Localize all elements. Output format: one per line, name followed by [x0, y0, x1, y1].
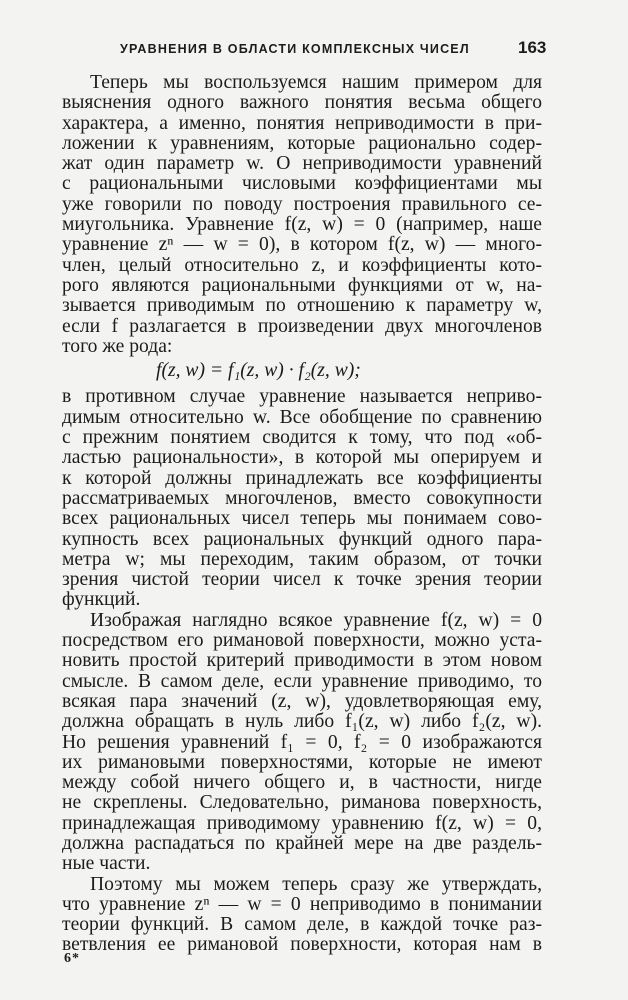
body-text — [62, 73, 542, 956]
page-header — [0, 36, 628, 66]
formula: f(z, w) = f₁(z, w) · f₂(z, w); — [156, 360, 361, 382]
text-line: Изображая наглядно всякое уравнение f(z, w) = 0 — [90, 609, 542, 631]
text-line: новить простой критерий приводимости в этом новом — [62, 650, 542, 672]
text-line: должна обращать в нуль либо f₁(z, w) либо f₂(z, w). — [62, 711, 542, 733]
text-line: уравнение zⁿ — w = 0), в котором f(z, w) — много- — [62, 234, 542, 256]
text-line: их римановыми поверхностями, которые не имеют — [62, 751, 542, 773]
text-line: Но решения уравнений f₁ = 0, f₂ = 0 изображаются — [62, 731, 542, 753]
text-line: уже говорили по поводу построения правильного се- — [62, 193, 542, 215]
text-line: Теперь мы воспользуемся нашим примером для — [90, 72, 542, 93]
text-line: в противном случае уравнение называется неприво- — [62, 386, 542, 408]
printer-signature: 6* — [64, 951, 80, 966]
text-line: между собой ничего общего и, в частности, нигде — [62, 772, 542, 794]
text-line: характера, а именно, понятия неприводимости в при- — [62, 112, 542, 134]
text-line: должна распадаться по крайней мере на две раздель- — [62, 832, 542, 854]
text-line: купность всех рациональных функций одного пара- — [62, 528, 542, 550]
text-line: ложении к уравнениям, которые рационально содер- — [62, 132, 542, 154]
text-line: димым относительно w. Все обобщение по сравнению — [62, 406, 542, 428]
text-line: функций. — [62, 589, 141, 611]
text-line: метра w; мы переходим, таким образом, от точки — [62, 548, 542, 570]
text-line: не скреплены. Следовательно, риманова поверхность, — [62, 792, 542, 814]
text-line: миугольника. Уравнение f(z, w) = 0 (например, наше — [62, 214, 542, 236]
text-line: посредством его римановой поверхности, можно уста- — [62, 630, 542, 652]
text-line: всякая пара значений (z, w), удовлетворяющая ему, — [62, 690, 542, 712]
text-line: ные части. — [62, 853, 151, 875]
text-line: жат один параметр w. О неприводимости уравнений — [62, 153, 542, 175]
text-line: с рациональными числовыми коэффициентами мы — [62, 173, 542, 195]
text-line: рого являются рациональными функциями от w, на- — [62, 274, 542, 296]
text-line: выяснения одного важного понятия весьма общего — [62, 92, 542, 114]
text-line: принадлежащая приводимому уравнению f(z, w) = 0, — [62, 812, 542, 834]
text-line: ластью рациональности», в которой мы оперируем и — [62, 447, 542, 469]
text-line: рассматриваемых многочленов, вместо совокупности — [62, 487, 542, 509]
text-line: член, целый относительно z, и коэффициенты кото- — [62, 254, 542, 276]
text-line: к которой должны принадлежать все коэффициенты — [62, 467, 542, 489]
text-line: зывается приводимым по отношению к параметру w, — [62, 295, 542, 317]
text-line: ветвления ее римановой поверхности, которая нам в — [62, 934, 542, 956]
text-line: если f разлагается в произведении двух многочленов — [62, 315, 542, 337]
text-line: всех рациональных чисел теперь мы понимаем сово- — [62, 508, 542, 530]
text-line: теории функций. В самом деле, в каждой точке раз- — [62, 914, 542, 936]
page-number: 163 — [518, 38, 547, 57]
text-line: смысле. В самом деле, если уравнение приводимо, то — [62, 670, 542, 692]
text-line: того же рода: — [62, 335, 173, 357]
running-title: УРАВНЕНИЯ В ОБЛАСТИ КОМПЛЕКСНЫХ ЧИСЕЛ — [120, 42, 470, 56]
text-line: Поэтому мы можем теперь сразу же утверждать, — [90, 873, 542, 895]
text-line: что уравнение zⁿ — w = 0 неприводимо в понимании — [62, 893, 542, 915]
text-line: зрения чистой теории чисел к точке зрения теории — [62, 569, 542, 591]
text-line: с прежним понятием сводится к тому, что под «об- — [62, 427, 542, 449]
